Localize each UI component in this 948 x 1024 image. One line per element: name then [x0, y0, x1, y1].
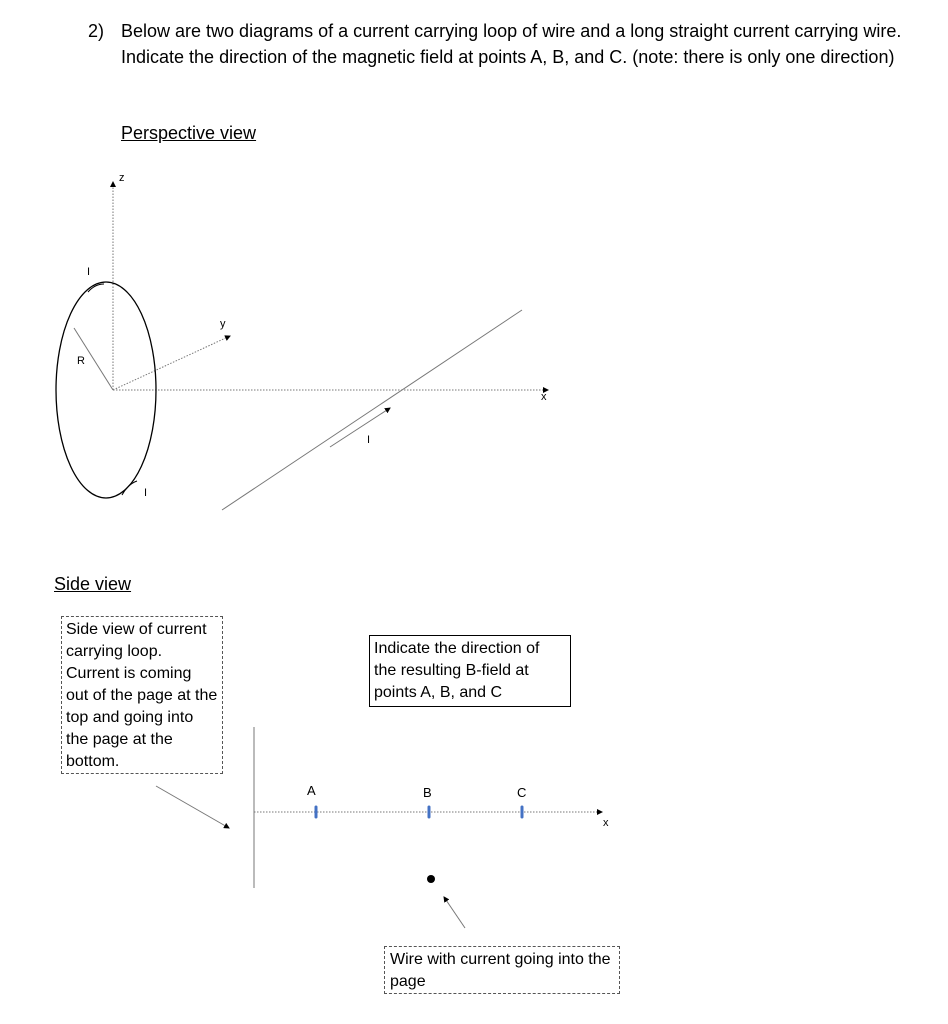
wire-dot	[427, 875, 435, 883]
straight-wire	[222, 310, 522, 510]
question-text: Below are two diagrams of a current carrying loop of wire and a long straight current carrying wire. Indicate the direction of the magnetic field at points A, B, and C. (note: there is only one direction)	[121, 21, 902, 67]
current-arrow-bottom	[122, 481, 137, 495]
point-c-label: C	[517, 785, 527, 800]
current-label-top: I	[87, 266, 91, 278]
current-label-wire: I	[367, 434, 371, 446]
current-label-bottom: I	[144, 487, 148, 499]
loop-note-pointer	[156, 786, 229, 828]
loop-note-box: Side view of current carrying loop. Current is coming out of the page at the top and going into the page at the bottom.	[61, 616, 223, 774]
point-b-label: B	[423, 785, 432, 800]
wire-note-pointer	[444, 897, 465, 928]
side-view-heading: Side view	[54, 574, 132, 594]
y-axis	[113, 336, 230, 390]
side-x-axis-label: x	[603, 817, 609, 829]
perspective-view-heading: Perspective view	[121, 123, 257, 143]
point-a-label: A	[307, 783, 316, 798]
instruction-box: Indicate the direction of the resulting B-field at points A, B, and C	[369, 635, 571, 707]
wire-note-box: Wire with current going into the page	[384, 946, 620, 994]
wire-current-arrow	[330, 408, 390, 447]
z-axis-label: z	[119, 172, 125, 184]
radius-label: R	[77, 355, 85, 367]
y-axis-label: y	[220, 318, 226, 330]
x-axis-label: x	[541, 391, 547, 403]
question-number: 2)	[88, 21, 105, 41]
